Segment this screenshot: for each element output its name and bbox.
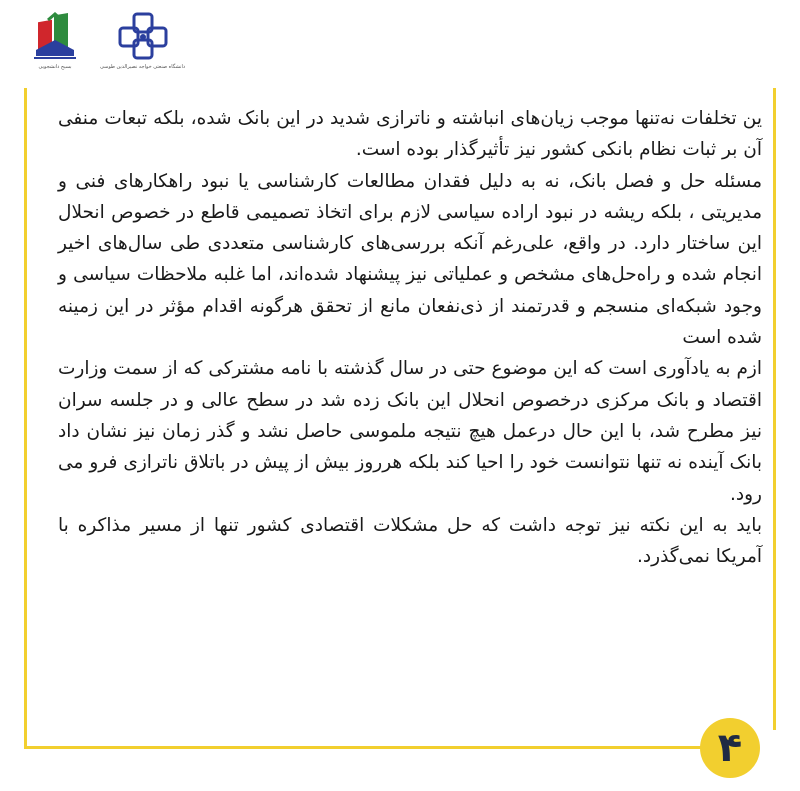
basij-logo-icon bbox=[28, 10, 82, 62]
paragraph: ازم به یادآوری است که این موضوع حتی در سال گذشته با نامه مشترکی که از سمت وزارت اقتصاد و بانک مرکزی درخصوص انحلال این بانک زده شد در سطح عالی و در جلسه سران نیز مطرح شد، با این حال درعمل هیچ نتیجه ملموسی حاصل نشد و گذر زمان نیز نشان داد بانک آینده نه تنها نتوانست خود را احیا کند بلکه هرروز بیش از پیش در باتلاق ناترازی فرو می رود. bbox=[58, 358, 762, 505]
page-number-badge bbox=[700, 718, 760, 778]
paragraph: ین تخلفات نه‌تنها موجب زیان‌های انباشته و ناترازی شدید در این بانک شده، بلکه تبعات منفی آن بر ثبات نظام بانکی کشور نیز تأثیرگذار بوده است. bbox=[58, 108, 762, 161]
logo-right-caption: دانشگاه صنعتی خواجه نصیرالدین طوسی bbox=[100, 64, 186, 70]
paragraph: باید به این نکته نیز توجه داشت که حل مشکلات اقتصادی کشور تنها از مسیر مذاکره با آمریکا نمی‌گذرد. bbox=[58, 514, 762, 568]
article-body bbox=[58, 103, 762, 572]
frame-bottom-border bbox=[24, 746, 704, 749]
frame-left-border bbox=[24, 88, 27, 748]
header-logos bbox=[28, 10, 185, 70]
page-number: ۴ bbox=[717, 725, 743, 771]
paragraph: مسئله حل و فصل بانک، نه به دلیل فقدان مطالعات کارشناسی یا نبود راهکارهای فنی و مدیریتی ، بلکه ریشه در نبود اراده سیاسی لازم برای اتخاذ تصمیمی قاطع در خصوص انحلال این ساختار دارد. در واقع، علی‌رغم آنکه بررسی‌های کارشناسی متعددی طی سال‌های اخیر انجام شده و راه‌حل‌های مشخص و عملیاتی نیز پیشنهاد شده‌اند، اما غلبه ملاحظات سیاسی و وجود شبکه‌ای منسجم و قدرتمند از ذی‌نفعان مانع از تحقق هرگونه اقدام مؤثر در این زمینه شده است bbox=[58, 170, 762, 349]
university-logo-icon bbox=[116, 10, 170, 62]
logo-left-caption: بسیج دانشجویی bbox=[38, 64, 72, 70]
logo-university bbox=[100, 10, 185, 70]
logo-basij bbox=[28, 10, 82, 70]
frame-right-border bbox=[773, 88, 776, 730]
